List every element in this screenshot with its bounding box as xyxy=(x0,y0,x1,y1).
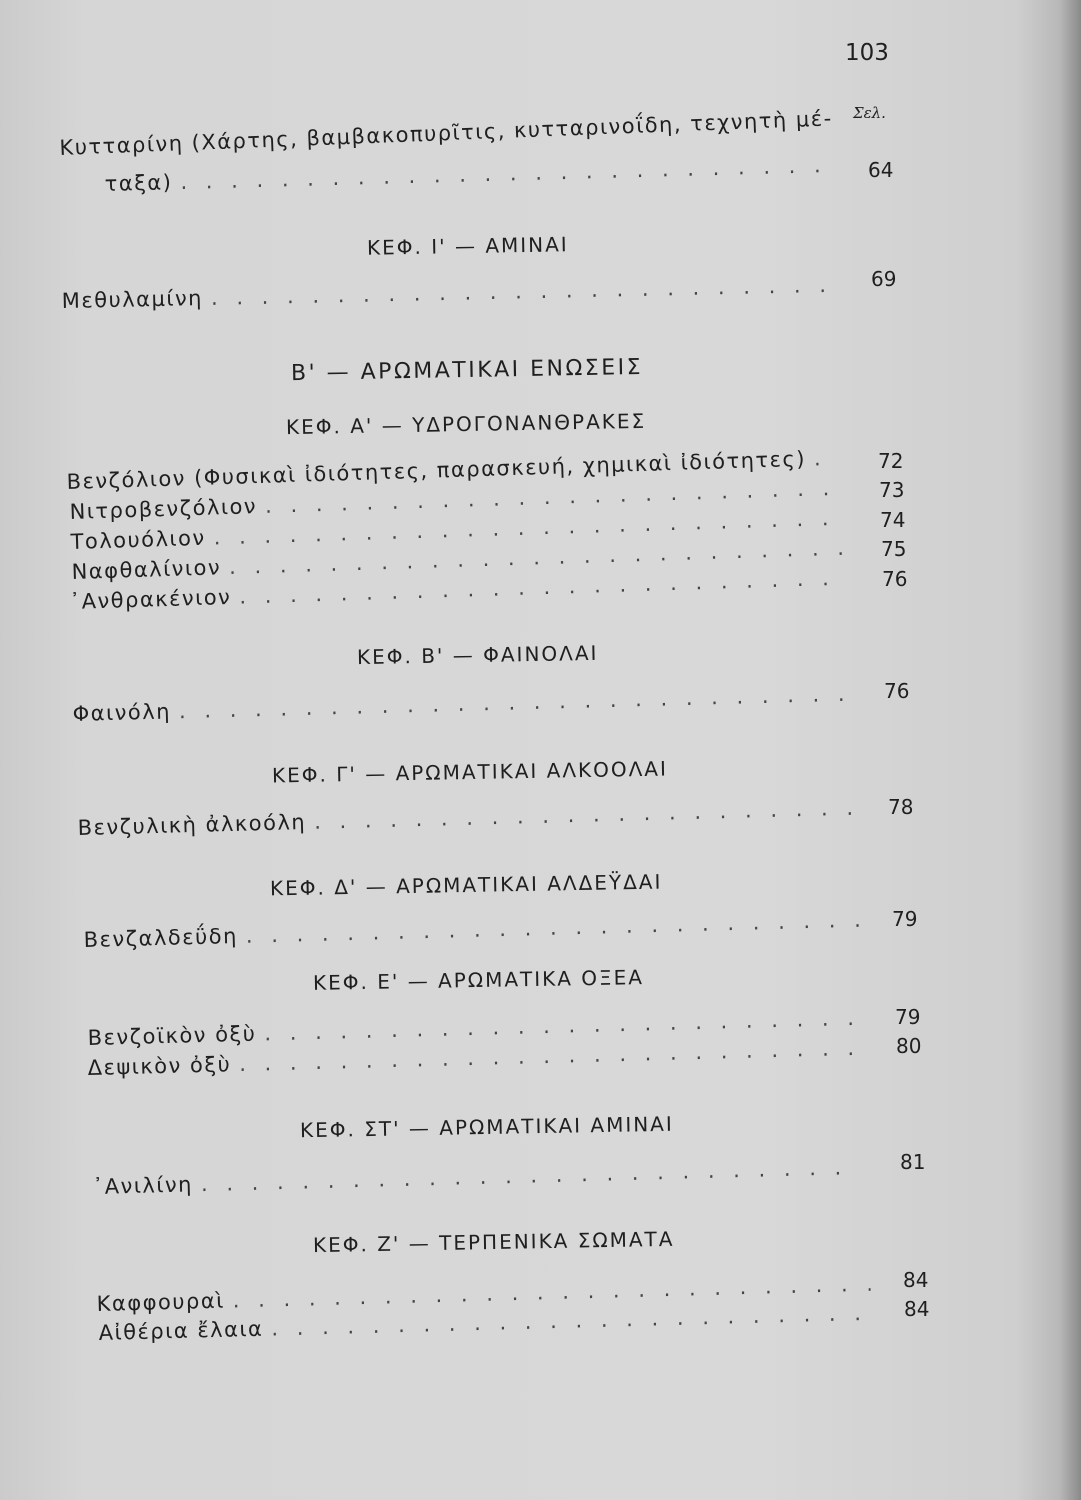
chapter-heading-kef-g: ΚΕΦ. Γ' — ΑΡΩΜΑΤΙΚΑΙ ΑΛΚΟΟΛΑΙ xyxy=(271,756,669,788)
toc-entry-label: Φαινόλη xyxy=(72,699,172,726)
chapter-heading-kef-b: ΚΕΦ. Β' — ΦΑΙΝΟΛΑΙ xyxy=(356,640,599,670)
toc-entry-label: Βενζαλδεΰδη xyxy=(83,923,239,952)
toc-entry-label: Τολουόλιον xyxy=(70,525,207,554)
page-number: 103 xyxy=(845,40,889,66)
toc-entry-label: Βενζυλικὴ ἀλκοόλη xyxy=(77,810,307,840)
chapter-heading-kef-d: ΚΕΦ. Δ' — ΑΡΩΜΑΤΙΚΑΙ ΑΛΔΕΫΔΑΙ xyxy=(269,869,663,901)
toc-entry-label: ταξα) xyxy=(104,170,173,196)
toc-entry-label: Βενζόλιον (Φυσικαὶ ἰδιότητες, παρασκευή, χημικαὶ ἰδιότητες) xyxy=(66,446,807,494)
toc-entry-page: 84 xyxy=(903,1268,929,1292)
toc-entry-page: 84 xyxy=(904,1297,930,1321)
chapter-heading-kef-a: ΚΕΦ. Α' — ΥΔΡΟΓΟΝΑΝΘΡΑΚΕΣ xyxy=(285,408,647,440)
toc-entry-page: 75 xyxy=(881,537,907,561)
toc-entry-page: 74 xyxy=(880,508,906,532)
column-label: Σελ. xyxy=(853,104,886,122)
chapter-heading-kef-e: ΚΕΦ. Ε' — ΑΡΩΜΑΤΙΚΑ ΟΞΕΑ xyxy=(312,965,645,995)
toc-entry-label: Νιτροβενζόλιον xyxy=(69,494,258,524)
toc-entry-label: Αἰθέρια ἔλαια xyxy=(98,1316,264,1345)
toc-entry-page: 73 xyxy=(879,478,905,502)
toc-entry-page: 81 xyxy=(900,1150,926,1174)
chapter-heading-kef-i: ΚΕΦ. Ι' — ΑΜΙΝΑΙ xyxy=(366,232,569,260)
toc-entry-page: 64 xyxy=(868,158,894,182)
chapter-heading-kef-z: ΚΕΦ. Ζ' — ΤΕΡΠΕΝΙΚΑ ΣΩΜΑΤΑ xyxy=(312,1226,675,1258)
toc-entry-label: Βενζοϊκὸν ὀξὺ xyxy=(87,1021,257,1050)
toc-entry-page: 80 xyxy=(896,1034,922,1058)
toc-entry-label: Δεψικὸν ὀξὺ xyxy=(87,1052,232,1080)
toc-entry-label: Κυτταρίνη (Χάρτης, βαμβακοπυρῖτις, κυτταρινοΐδη, τεχνητὴ μέ- xyxy=(59,106,834,160)
toc-entry-page: 78 xyxy=(888,795,914,819)
toc-entry-page: 69 xyxy=(871,267,897,291)
toc-entry-page: 79 xyxy=(892,907,918,931)
dot-leader xyxy=(814,446,841,471)
toc-entry-page: 76 xyxy=(882,567,908,591)
chapter-heading-kef-st: ΚΕΦ. ΣΤ' — ΑΡΩΜΑΤΙΚΑΙ ΑΜΙΝΑΙ xyxy=(299,1111,674,1143)
toc-entry-label: Καφφουραὶ xyxy=(96,1288,226,1316)
toc-entry-page: 79 xyxy=(895,1005,921,1029)
toc-entry-label: ᾿Ανθρακένιον xyxy=(69,584,232,614)
toc-entry-page: 72 xyxy=(878,449,904,473)
toc-entry-label: Μεθυλαμίνη xyxy=(61,286,204,313)
part-heading: Β' — ΑΡΩΜΑΤΙΚΑΙ ΕΝΩΣΕΙΣ xyxy=(290,354,644,387)
toc-entry-label: Ναφθαλίνιον xyxy=(71,555,222,584)
toc-entry-page: 76 xyxy=(884,679,910,703)
toc-entry-label: ᾿Ανιλίνη xyxy=(92,1172,194,1199)
